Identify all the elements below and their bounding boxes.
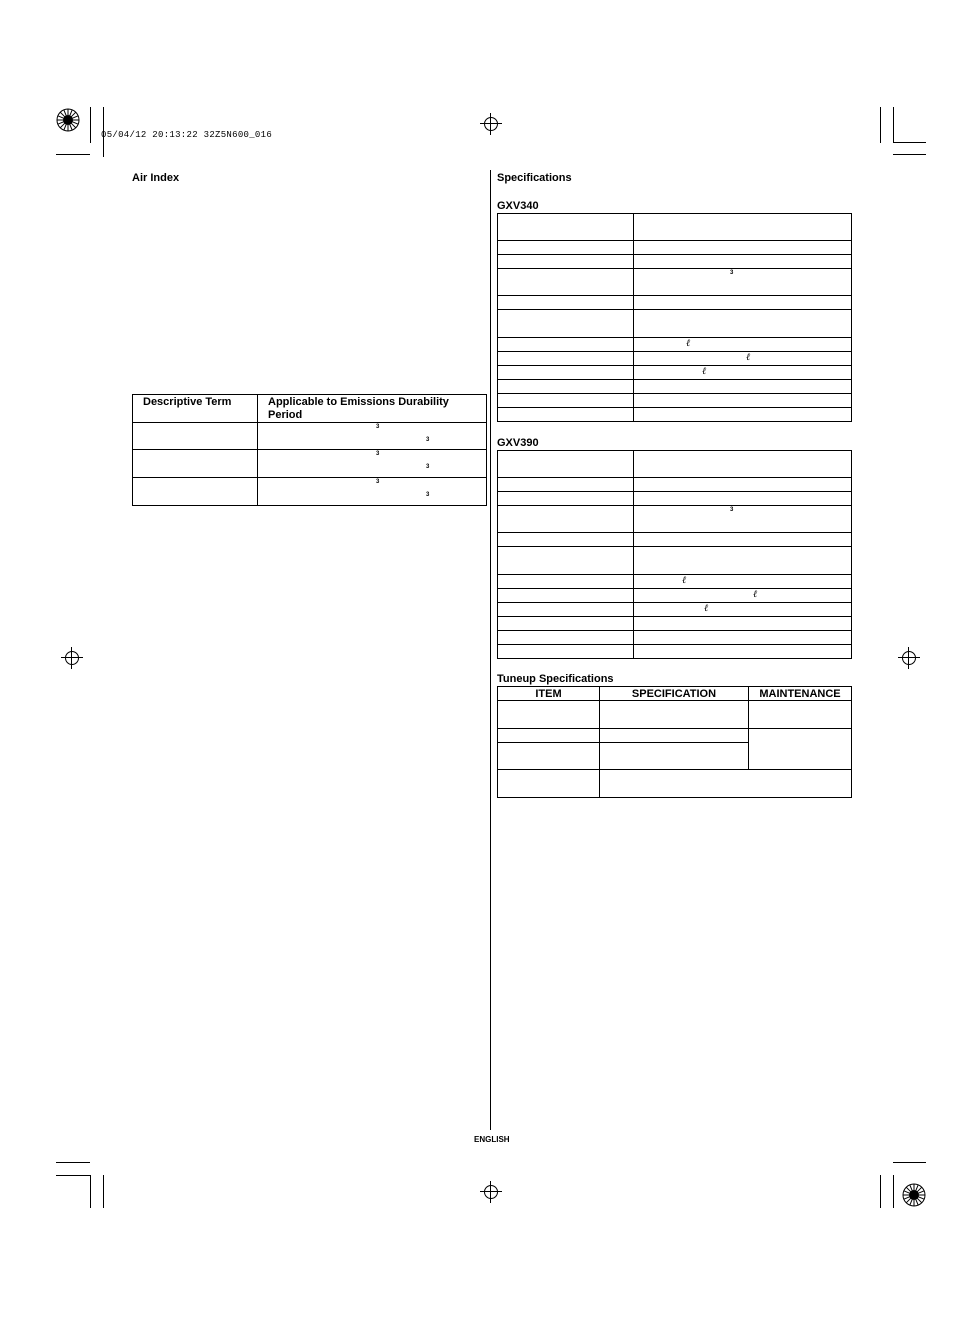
header-durability-period: Applicable to Emissions Durability Period [258, 395, 487, 423]
gxv390-title: GXV390 [497, 437, 539, 449]
liter-symbol: ℓ [702, 366, 707, 377]
gxv390-spec-table [497, 450, 852, 659]
table-row [498, 255, 852, 269]
color-target-icon-bottom-right [902, 1183, 926, 1207]
table-row [498, 352, 852, 366]
table-row [498, 269, 852, 296]
table-row [498, 631, 852, 645]
table-row [498, 770, 852, 798]
header-specification: SPECIFICATION [600, 687, 749, 701]
table-row [498, 701, 852, 729]
table-row [498, 729, 852, 743]
superscript-3: 3 [426, 492, 430, 498]
air-index-table [132, 394, 487, 506]
registration-mark-top [480, 113, 502, 135]
table-row [498, 617, 852, 631]
tuneup-title: Tuneup Specifications [497, 673, 614, 685]
column-divider [490, 170, 491, 1130]
table-row [498, 338, 852, 352]
liter-symbol: ℓ [746, 352, 751, 363]
table-row [498, 366, 852, 380]
superscript-3: 3 [376, 479, 380, 485]
table-row [133, 423, 487, 450]
table-row [498, 478, 852, 492]
table-row [498, 533, 852, 547]
table-row [498, 394, 852, 408]
tuneup-spec-table [497, 686, 852, 798]
table-row [498, 380, 852, 394]
header-item: ITEM [498, 687, 600, 701]
table-row [133, 478, 487, 506]
table-row [498, 408, 852, 422]
liter-symbol: ℓ [704, 603, 709, 614]
specifications-title: Specifications [497, 172, 572, 184]
table-row [498, 296, 852, 310]
liter-symbol: ℓ [686, 338, 691, 349]
table-row [498, 506, 852, 533]
air-index-title: Air Index [132, 172, 180, 184]
table-row [498, 241, 852, 255]
table-row [498, 575, 852, 589]
header-descriptive-term: Descriptive Term [133, 395, 258, 423]
liter-symbol: ℓ [682, 575, 687, 586]
registration-mark-bottom [480, 1181, 502, 1203]
header-maintenance: MAINTENANCE [749, 687, 852, 701]
table-row [498, 214, 852, 241]
superscript-3: 3 [376, 424, 380, 430]
color-target-icon-top-left [56, 108, 80, 132]
registration-mark-left [61, 647, 83, 669]
table-row [133, 450, 487, 478]
table-row [498, 547, 852, 575]
gxv340-title: GXV340 [497, 200, 539, 212]
liter-symbol: ℓ [753, 589, 758, 600]
superscript-3: 3 [426, 437, 430, 443]
table-row [498, 645, 852, 659]
table-row [498, 451, 852, 478]
table-row [498, 589, 852, 603]
gxv340-spec-table [497, 213, 852, 422]
registration-mark-right [898, 647, 920, 669]
superscript-3: 3 [426, 464, 430, 470]
superscript-3: 3 [376, 451, 380, 457]
superscript-3: 3 [730, 507, 734, 513]
table-row [498, 492, 852, 506]
table-row [498, 603, 852, 617]
superscript-3: 3 [730, 270, 734, 276]
table-row [498, 310, 852, 338]
print-stamp: 05/04/12 20:13:22 32Z5N600_016 [101, 130, 273, 140]
language-label: ENGLISH [474, 1135, 510, 1144]
